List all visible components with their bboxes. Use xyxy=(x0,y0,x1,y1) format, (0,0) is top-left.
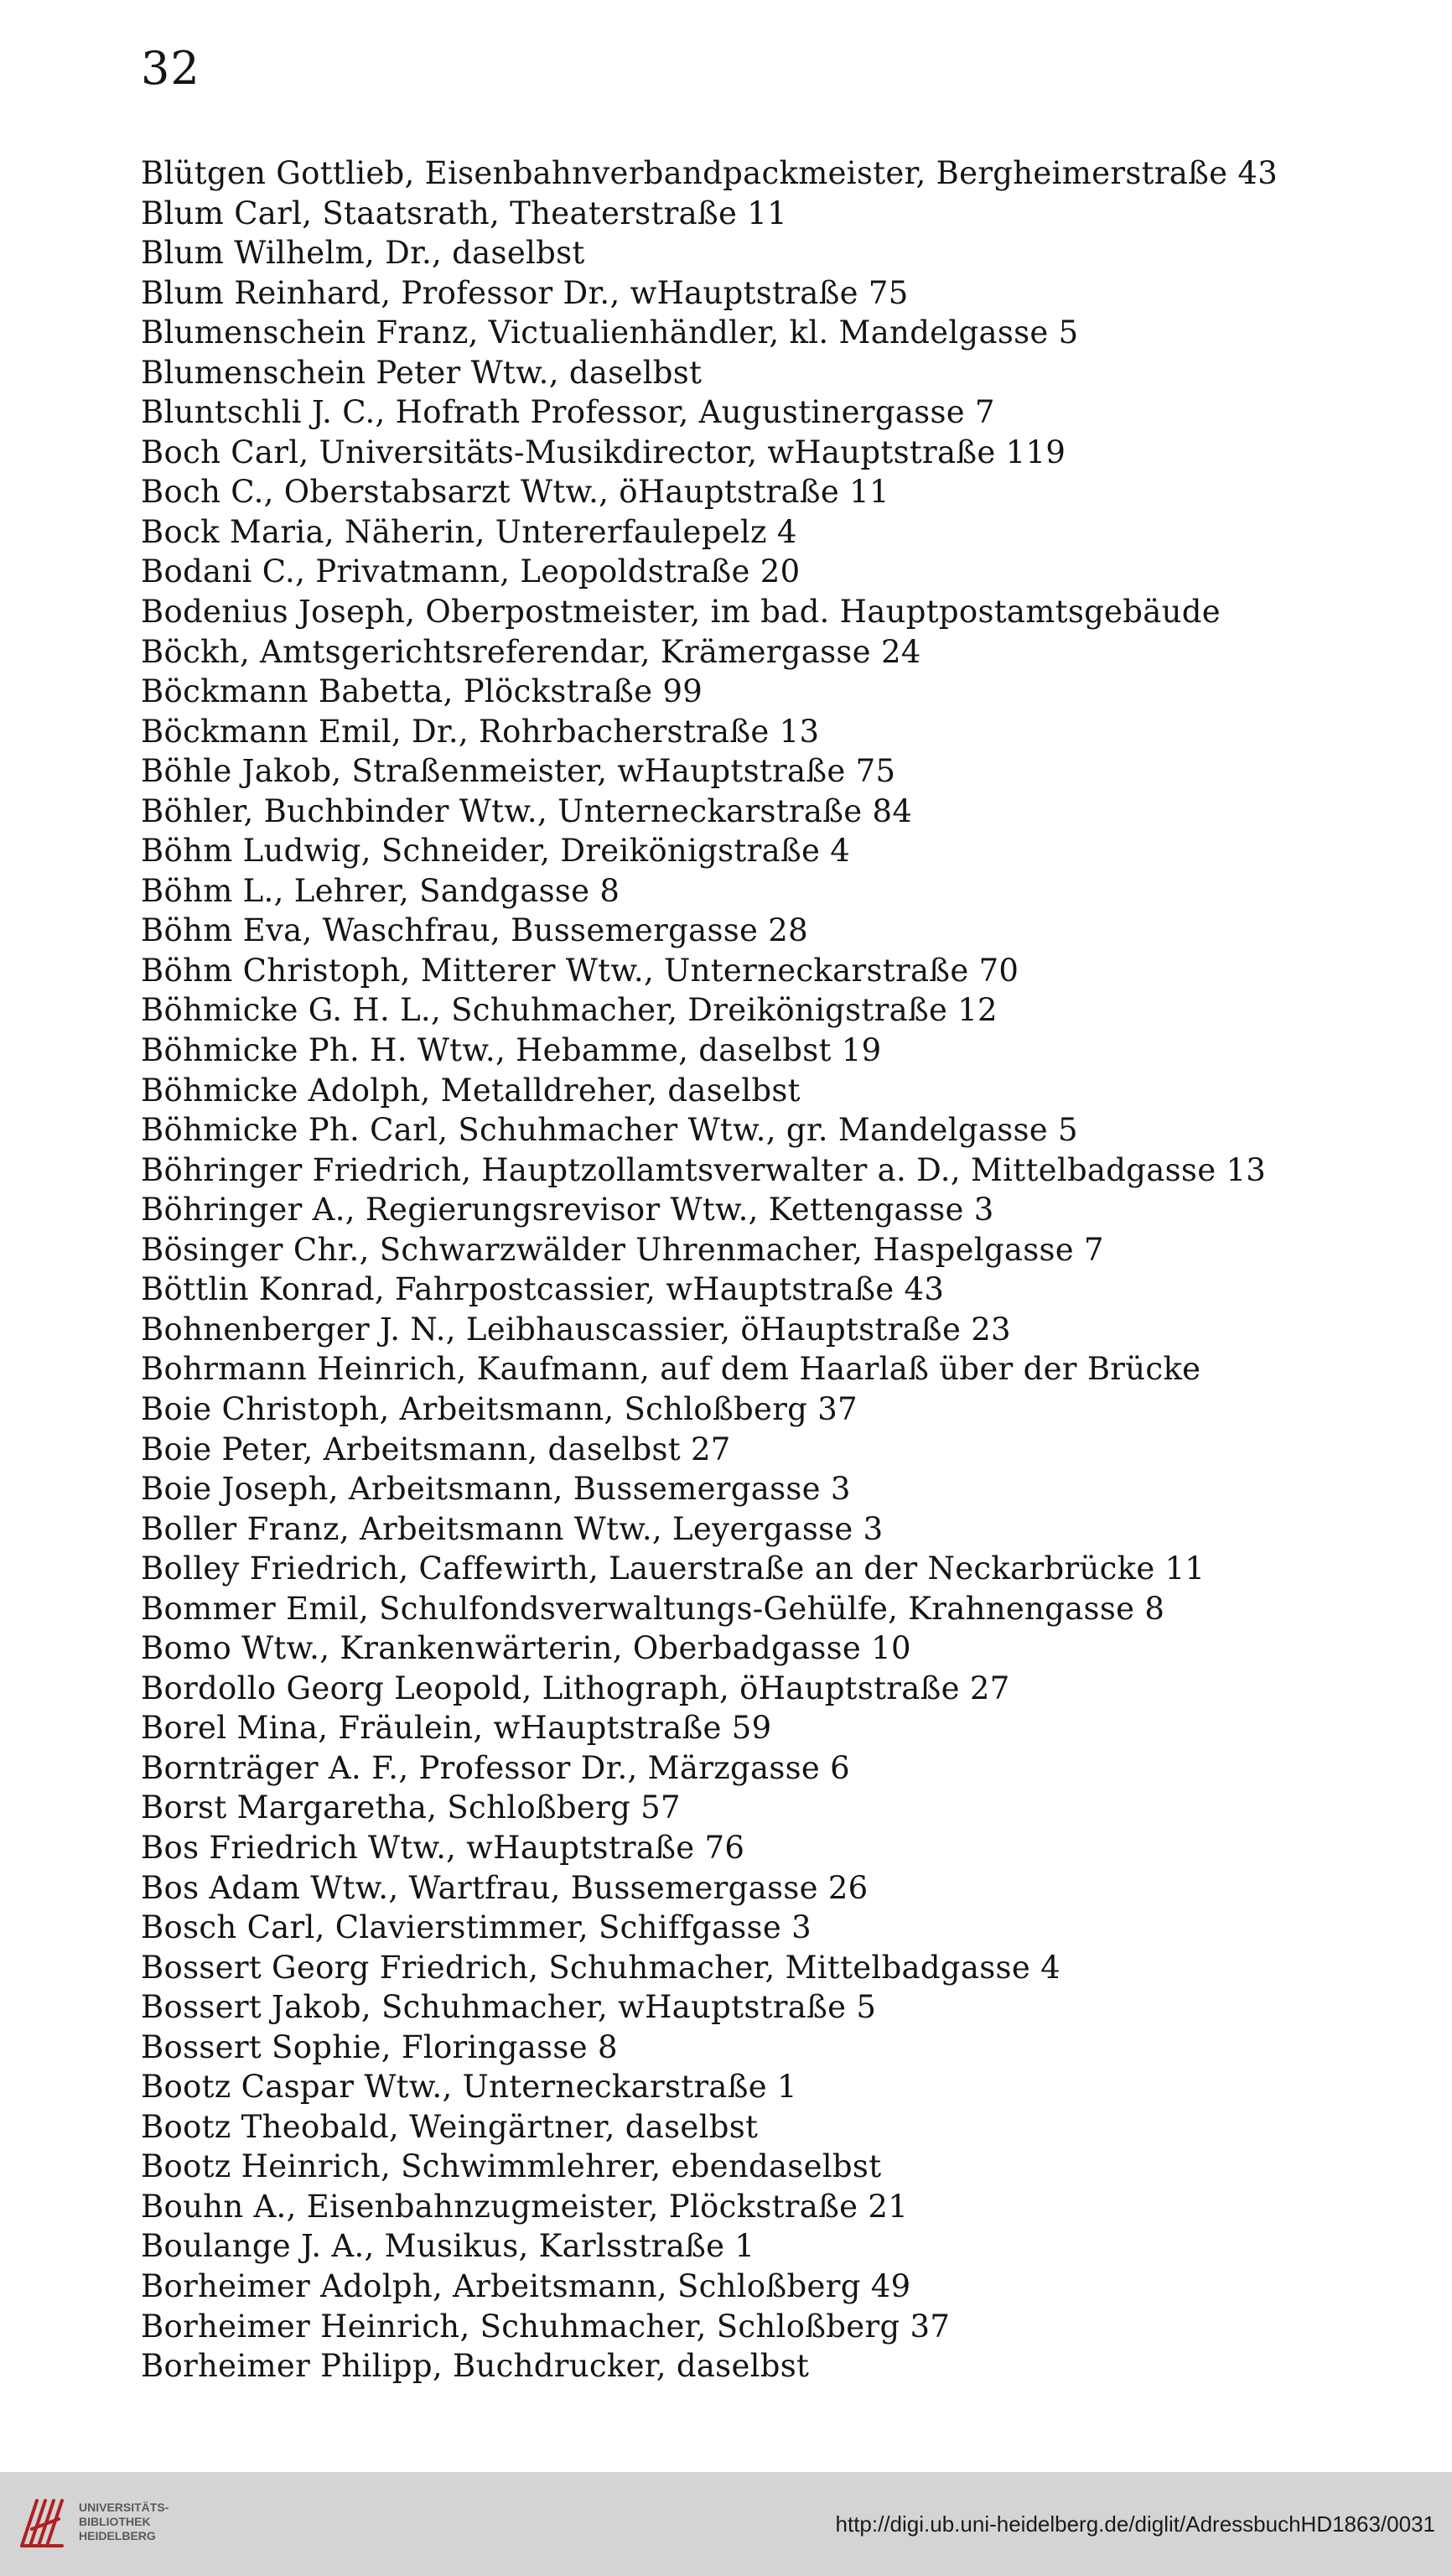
page-number: 32 xyxy=(141,42,200,95)
directory-entry: Bohrmann Heinrich, Kaufmann, auf dem Haarlaß über der Brücke xyxy=(141,1351,1201,1388)
directory-entry: Bos Friedrich Wtw., wHauptstraße 76 xyxy=(141,1829,745,1866)
directory-entry: Borheimer Philipp, Buchdrucker, daselbst xyxy=(141,2348,810,2385)
directory-entry: Bootz Theobald, Weingärtner, daselbst xyxy=(141,2108,759,2145)
source-url[interactable]: http://digi.ub.uni-heidelberg.de/diglit/AdressbuchHD1863/0031 xyxy=(835,2511,1435,2537)
directory-entry: Bouhn A., Eisenbahnzugmeister, Plöckstraße 21 xyxy=(141,2188,909,2225)
directory-entry: Boie Christoph, Arbeitsmann, Schloßberg 37 xyxy=(141,1390,858,1427)
directory-entry: Bohnenberger J. N., Leibhauscassier, öHauptstraße 23 xyxy=(141,1311,1011,1348)
footer-bar xyxy=(0,2472,1452,2576)
directory-entry: Bordollo Georg Leopold, Lithograph, öHauptstraße 27 xyxy=(141,1670,1010,1706)
directory-entry: Bodenius Joseph, Oberpostmeister, im bad. Hauptpostamtsgebäude xyxy=(141,594,1221,631)
directory-entry: Boulange J. A., Musikus, Karlsstraße 1 xyxy=(141,2228,755,2265)
directory-entry: Boller Franz, Arbeitsmann Wtw., Leyergasse 3 xyxy=(141,1510,884,1547)
directory-entry: Blum Carl, Staatsrath, Theaterstraße 11 xyxy=(141,195,787,231)
directory-entry: Böhm L., Lehrer, Sandgasse 8 xyxy=(141,872,620,909)
directory-entry: Böhler, Buchbinder Wtw., Unterneckarstraße 84 xyxy=(141,792,913,829)
library-logo-icon xyxy=(17,2496,65,2549)
directory-entry: Blütgen Gottlieb, Eisenbahnverbandpackmeister, Bergheimerstraße 43 xyxy=(141,155,1278,191)
directory-entry: Böckmann Babetta, Plöckstraße 99 xyxy=(141,673,703,710)
directory-entry: Bodani C., Privatmann, Leopoldstraße 20 xyxy=(141,553,801,590)
directory-entry: Blum Reinhard, Professor Dr., wHauptstraße 75 xyxy=(141,274,909,311)
directory-entry: Böhringer Friedrich, Hauptzollamtsverwalter a. D., Mittelbadgasse 13 xyxy=(141,1151,1267,1188)
directory-entry: Böhm Eva, Waschfrau, Bussemergasse 28 xyxy=(141,912,808,949)
directory-entry: Bootz Caspar Wtw., Unterneckarstraße 1 xyxy=(141,2069,797,2106)
directory-entry: Borheimer Adolph, Arbeitsmann, Schloßberg 49 xyxy=(141,2267,911,2304)
directory-entry: Böhle Jakob, Straßenmeister, wHauptstraße 75 xyxy=(141,753,896,790)
directory-entry: Blum Wilhelm, Dr., daselbst xyxy=(141,235,585,272)
directory-entry: Bomo Wtw., Krankenwärterin, Oberbadgasse 10 xyxy=(141,1630,911,1667)
directory-entry: Bossert Sophie, Floringasse 8 xyxy=(141,2028,618,2065)
library-logo-text xyxy=(79,2501,230,2543)
directory-entry: Böhmicke G. H. L., Schuhmacher, Dreikönigstraße 12 xyxy=(141,992,998,1029)
directory-entry: Borheimer Heinrich, Schuhmacher, Schloßberg 37 xyxy=(141,2308,951,2345)
directory-entry: Bluntschli J. C., Hofrath Professor, Augustinergasse 7 xyxy=(141,394,995,431)
directory-entry: Bommer Emil, Schulfondsverwaltungs-Gehülfe, Krahnengasse 8 xyxy=(141,1590,1165,1627)
directory-entry: Boch Carl, Universitäts-Musikdirector, wHauptstraße 119 xyxy=(141,434,1066,470)
directory-entry: Bossert Georg Friedrich, Schuhmacher, Mittelbadgasse 4 xyxy=(141,1949,1060,1986)
directory-entry: Böhmicke Ph. Carl, Schuhmacher Wtw., gr. Mandelgasse 5 xyxy=(141,1112,1078,1149)
directory-entry: Böckmann Emil, Dr., Rohrbacherstraße 13 xyxy=(141,713,820,750)
directory-entry: Bösinger Chr., Schwarzwälder Uhrenmacher, Haspelgasse 7 xyxy=(141,1231,1104,1268)
directory-entry: Bolley Friedrich, Caffewirth, Lauerstraße an der Neckarbrücke 11 xyxy=(141,1550,1206,1587)
directory-entry: Böhmicke Adolph, Metalldreher, daselbst xyxy=(141,1072,801,1109)
directory-entry: Bossert Jakob, Schuhmacher, wHauptstraße 5 xyxy=(141,1989,877,2026)
directory-entry: Blumenschein Peter Wtw., daselbst xyxy=(141,354,703,391)
directory-entry: Boie Peter, Arbeitsmann, daselbst 27 xyxy=(141,1431,731,1467)
logo-line: HEIDELBERG xyxy=(79,2529,156,2542)
directory-entry: Böttlin Konrad, Fahrpostcassier, wHauptstraße 43 xyxy=(141,1271,945,1308)
directory-entry: Bornträger A. F., Professor Dr., Märzgasse 6 xyxy=(141,1749,851,1786)
directory-entry: Bosch Carl, Clavierstimmer, Schiffgasse 3 xyxy=(141,1909,812,1946)
directory-entry: Boch C., Oberstabsarzt Wtw., öHauptstraße 11 xyxy=(141,474,889,511)
logo-line: UNIVERSITÄTS- xyxy=(79,2501,169,2514)
directory-entry: Bos Adam Wtw., Wartfrau, Bussemergasse 26 xyxy=(141,1869,869,1906)
logo-line: BIBLIOTHEK xyxy=(79,2515,151,2528)
directory-entry: Blumenschein Franz, Victualienhändler, kl. Mandelgasse 5 xyxy=(141,314,1079,351)
directory-entries xyxy=(141,153,1398,2386)
directory-entry: Böhringer A., Regierungsrevisor Wtw., Kettengasse 3 xyxy=(141,1192,994,1228)
directory-entry: Bock Maria, Näherin, Untererfaulepelz 4 xyxy=(141,513,797,550)
directory-entry: Böhmicke Ph. H. Wtw., Hebamme, daselbst 19 xyxy=(141,1032,882,1069)
directory-entry: Böhm Ludwig, Schneider, Dreikönigstraße 4 xyxy=(141,833,851,870)
directory-entry: Böckh, Amtsgerichtsreferendar, Krämergasse 24 xyxy=(141,633,921,670)
directory-entry: Boie Joseph, Arbeitsmann, Bussemergasse 3 xyxy=(141,1471,851,1508)
directory-entry: Borel Mina, Fräulein, wHauptstraße 59 xyxy=(141,1710,772,1747)
directory-entry: Bootz Heinrich, Schwimmlehrer, ebendaselbst xyxy=(141,2148,882,2185)
directory-entry: Böhm Christoph, Mitterer Wtw., Unterneckarstraße 70 xyxy=(141,952,1019,989)
directory-entry: Borst Margaretha, Schloßberg 57 xyxy=(141,1789,681,1826)
